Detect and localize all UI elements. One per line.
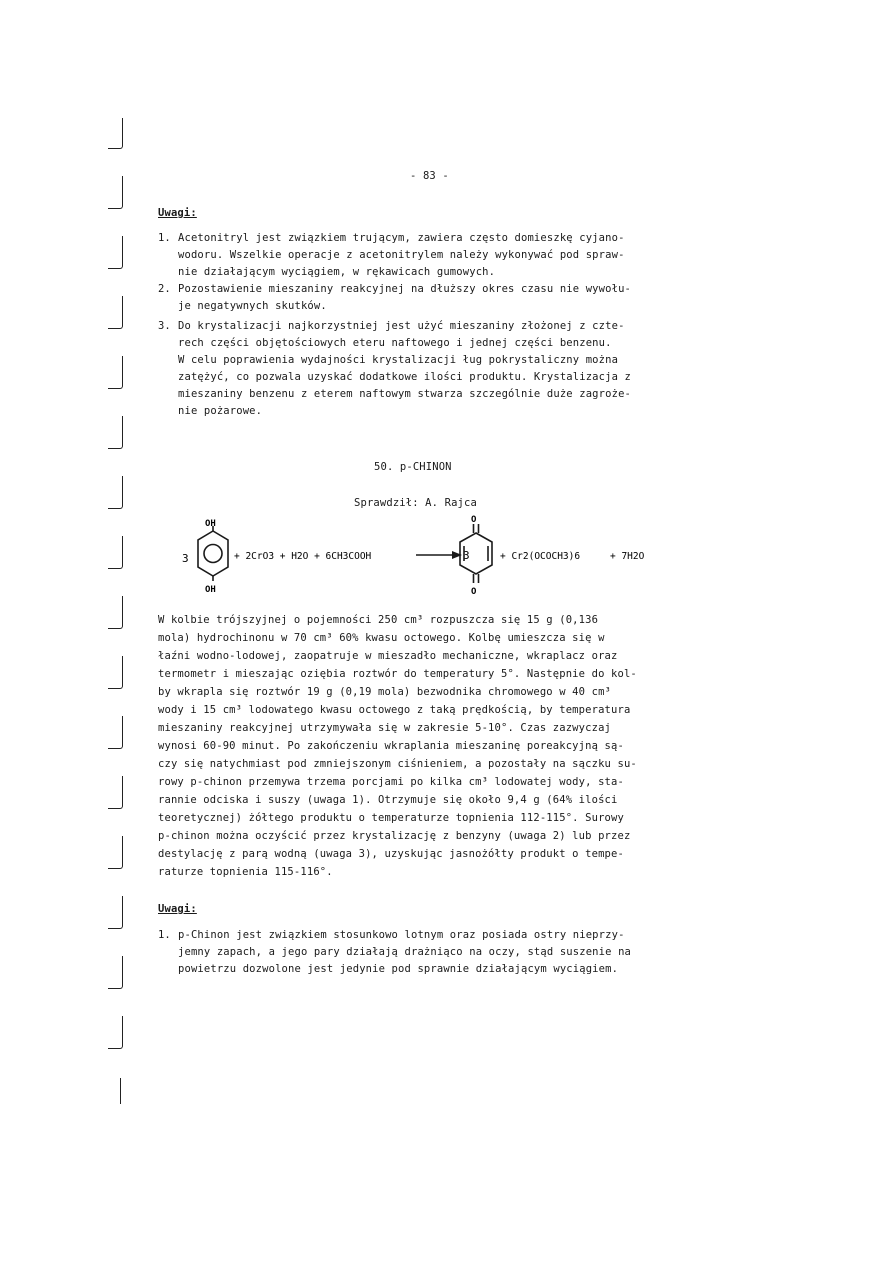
note-text: Pozostawienie mieszaniny reakcyjnej na dłuższy okres czasu nie wywołu- [178, 283, 632, 295]
note-number: 2. [158, 283, 171, 295]
procedure-line: mola) hydrochinonu w 70 cm³ 60% kwasu octowego. Kolbę umieszcza się w [158, 632, 605, 644]
binder-mark [108, 118, 123, 149]
notes-heading: Uwagi: [158, 903, 197, 915]
note-number: 3. [158, 320, 171, 332]
o-top-label: O [471, 515, 477, 525]
binder-mark [120, 1078, 121, 1104]
note-number: 1. [158, 929, 171, 941]
byproducts-water: + 7H2O [610, 551, 645, 562]
note-text: Acetonitryl jest związkiem trującym, zawiera często domieszkę cyjano- [178, 232, 625, 244]
binder-mark [108, 236, 123, 269]
o-bottom-label: O [471, 587, 477, 597]
section-title: 50. p-CHINON [374, 461, 452, 473]
note-text: wodoru. Wszelkie operacje z acetonitrylem należy wykonywać pod spraw- [178, 249, 625, 261]
procedure-line: by wkrapla się roztwór 19 g (0,19 mola) bezwodnika chromowego w 40 cm³ [158, 686, 612, 698]
procedure-line: termometr i mieszając oziębia roztwór do temperatury 5°. Następnie do kol- [158, 668, 637, 680]
note-text: nie pożarowe. [178, 405, 263, 417]
reaction-equation [0, 508, 893, 608]
binder-mark [108, 656, 123, 689]
note-text: Do krystalizacji najkorzystniej jest użyć mieszaniny złożonej z czte- [178, 320, 625, 332]
note-text: nie działającym wyciągiem, w rękawicach gumowych. [178, 266, 496, 278]
procedure-line: teoretycznej) żółtego produktu o temperaturze topnienia 112-115°. Surowy [158, 812, 624, 824]
procedure-line: łaźni wodno-lodowej, zaopatruje w mieszadło mechaniczne, wkraplacz oraz [158, 650, 618, 662]
reagents: + 2CrO3 + H2O + 6CH3COOH [234, 551, 372, 562]
procedure-line: p-chinon można oczyścić przez krystalizację z benzyny (uwaga 2) lub przez [158, 830, 631, 842]
product-coefficient: 3 [463, 549, 470, 562]
procedure-line: W kolbie trójszyjnej o pojemności 250 cm³ rozpuszcza się 15 g (0,136 [158, 614, 599, 626]
procedure-line: wody i 15 cm³ lodowatego kwasu octowego z taką prędkością, by temperatura [158, 704, 631, 716]
binder-mark [108, 356, 123, 389]
oh-top-label: OH [205, 519, 216, 529]
procedure-line: rannie odciska i suszy (uwaga 1). Otrzymuje się około 9,4 g (64% ilości [158, 794, 618, 806]
procedure-line: destylację z parą wodną (uwaga 3), uzyskując jasnożółty produkt o tempe- [158, 848, 624, 860]
binder-mark [108, 896, 123, 929]
binder-mark [108, 1016, 123, 1049]
procedure-line: rowy p-chinon przemywa trzema porcjami po kilka cm³ lodowatej wody, sta- [158, 776, 624, 788]
reaction-arrow [416, 551, 462, 559]
note-text: mieszaniny benzenu z eterem naftowym stwarza szczególnie duże zagroże- [178, 388, 632, 400]
notes-heading: Uwagi: [158, 207, 197, 219]
procedure-line: mieszaniny reakcyjnej utrzymywała się w zakresie 5-10°. Czas zazwyczaj [158, 722, 612, 734]
quinone-ring [460, 524, 492, 583]
note-text: powietrzu dozwolone jest jedynie pod sprawnie działającym wyciągiem. [178, 963, 619, 975]
byproducts-chromium: + Cr2(OCOCH3)6 [500, 551, 581, 562]
note-number: 1. [158, 232, 171, 244]
reactant-coefficient: 3 [182, 552, 189, 565]
binder-mark [108, 776, 123, 809]
page-number: - 83 - [410, 170, 449, 182]
note-text: rech części objętościowych eteru naftowego i jednej części benzenu. [178, 337, 612, 349]
note-text: jemny zapach, a jego pary działają drażniąco na oczy, stąd suszenie na [178, 946, 632, 958]
oh-bottom-label: OH [205, 585, 216, 595]
binder-mark [108, 296, 123, 329]
note-text: je negatywnych skutków. [178, 300, 327, 312]
binder-mark [108, 476, 123, 509]
procedure-line: wynosi 60-90 minut. Po zakończeniu wkraplania mieszaninę poreakcyjną są- [158, 740, 624, 752]
binder-mark [108, 176, 123, 209]
procedure-line: raturze topnienia 115-116°. [158, 866, 333, 878]
procedure-line: czy się natychmiast pod zmniejszonym ciśnieniem, a pozostały na sączku su- [158, 758, 637, 770]
note-text: p-Chinon jest związkiem stosunkowo lotnym oraz posiada ostry nieprzy- [178, 929, 625, 941]
checked-by: Sprawdził: A. Rajca [354, 497, 477, 509]
hydroquinone-ring [198, 526, 228, 581]
binder-mark [108, 836, 123, 869]
binder-mark [108, 956, 123, 989]
note-text: W celu poprawienia wydajności krystalizacji ług pokrystaliczny można [178, 354, 619, 366]
binder-mark [108, 716, 123, 749]
note-text: zatężyć, co pozwala uzyskać dodatkowe ilości produktu. Krystalizacja z [178, 371, 632, 383]
binder-mark [108, 416, 123, 449]
